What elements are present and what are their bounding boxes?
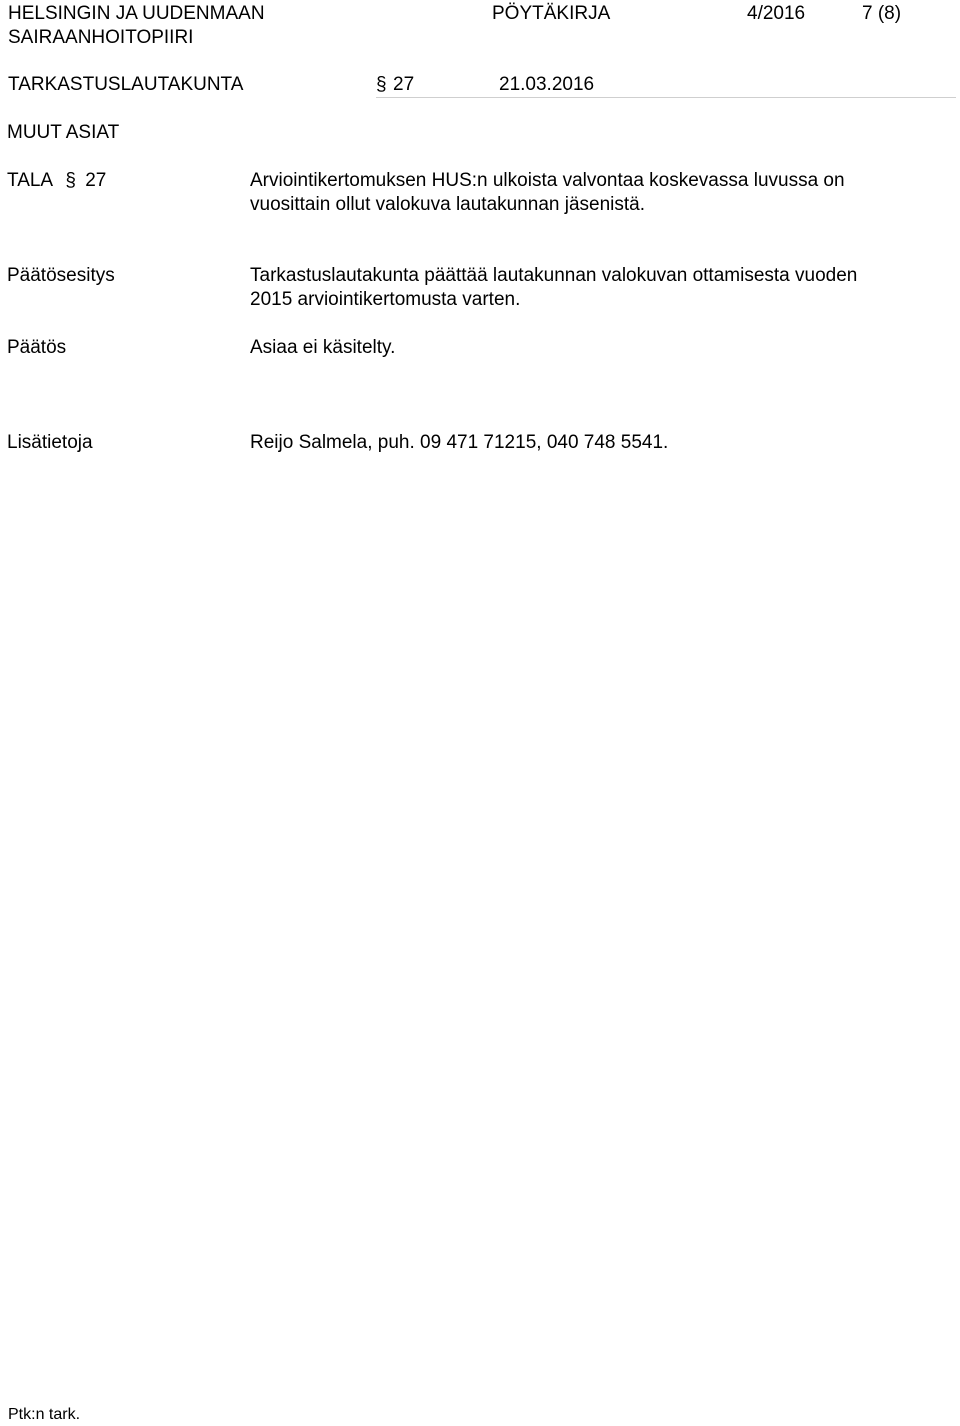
meeting-date: 21.03.2016 xyxy=(499,74,595,95)
item-title xyxy=(250,169,845,217)
footer-checker-label: Ptk:n tark. xyxy=(8,1406,81,1423)
proposal-label: Päätösesitys xyxy=(7,265,115,286)
item-id-sign: § xyxy=(65,170,76,191)
decision-text: Asiaa ei käsitelty. xyxy=(250,337,396,358)
decision-label: Päätös xyxy=(7,337,67,358)
page-number: 7 (8) xyxy=(862,3,902,24)
document-type: PÖYTÄKIRJA xyxy=(492,3,611,24)
section-title: MUUT ASIAT xyxy=(7,122,120,143)
info-text: Reijo Salmela, puh. 09 471 71215, 040 748 5541. xyxy=(250,432,669,453)
item-id xyxy=(7,169,106,193)
item-title-line-2: vuosittain ollut valokuva lautakunnan jäsenistä. xyxy=(250,194,646,215)
proposal-text xyxy=(250,264,857,312)
item-title-line-1: Arviointikertomuksen HUS:n ulkoista valvontaa koskevassa luvussa on xyxy=(250,170,845,191)
document-number: 4/2016 xyxy=(747,3,806,24)
proposal-text-line-1: Tarkastuslautakunta päättää lautakunnan valokuvan ottamisesta vuoden xyxy=(250,265,858,286)
item-id-prefix: TALA xyxy=(7,170,53,191)
header-paragraph-sign: § xyxy=(376,74,387,95)
organization-line-1: HELSINGIN JA UUDENMAAN xyxy=(8,3,265,24)
header-paragraph-number: 27 xyxy=(393,74,415,95)
committee-name: TARKASTUSLAUTAKUNTA xyxy=(8,74,244,95)
header-divider xyxy=(376,97,956,98)
organization-line-2: SAIRAANHOITOPIIRI xyxy=(8,27,194,48)
item-id-number: 27 xyxy=(85,170,107,191)
proposal-text-line-2: 2015 arviointikertomusta varten. xyxy=(250,289,521,310)
organization-name xyxy=(8,2,265,50)
info-label: Lisätietoja xyxy=(7,432,93,453)
